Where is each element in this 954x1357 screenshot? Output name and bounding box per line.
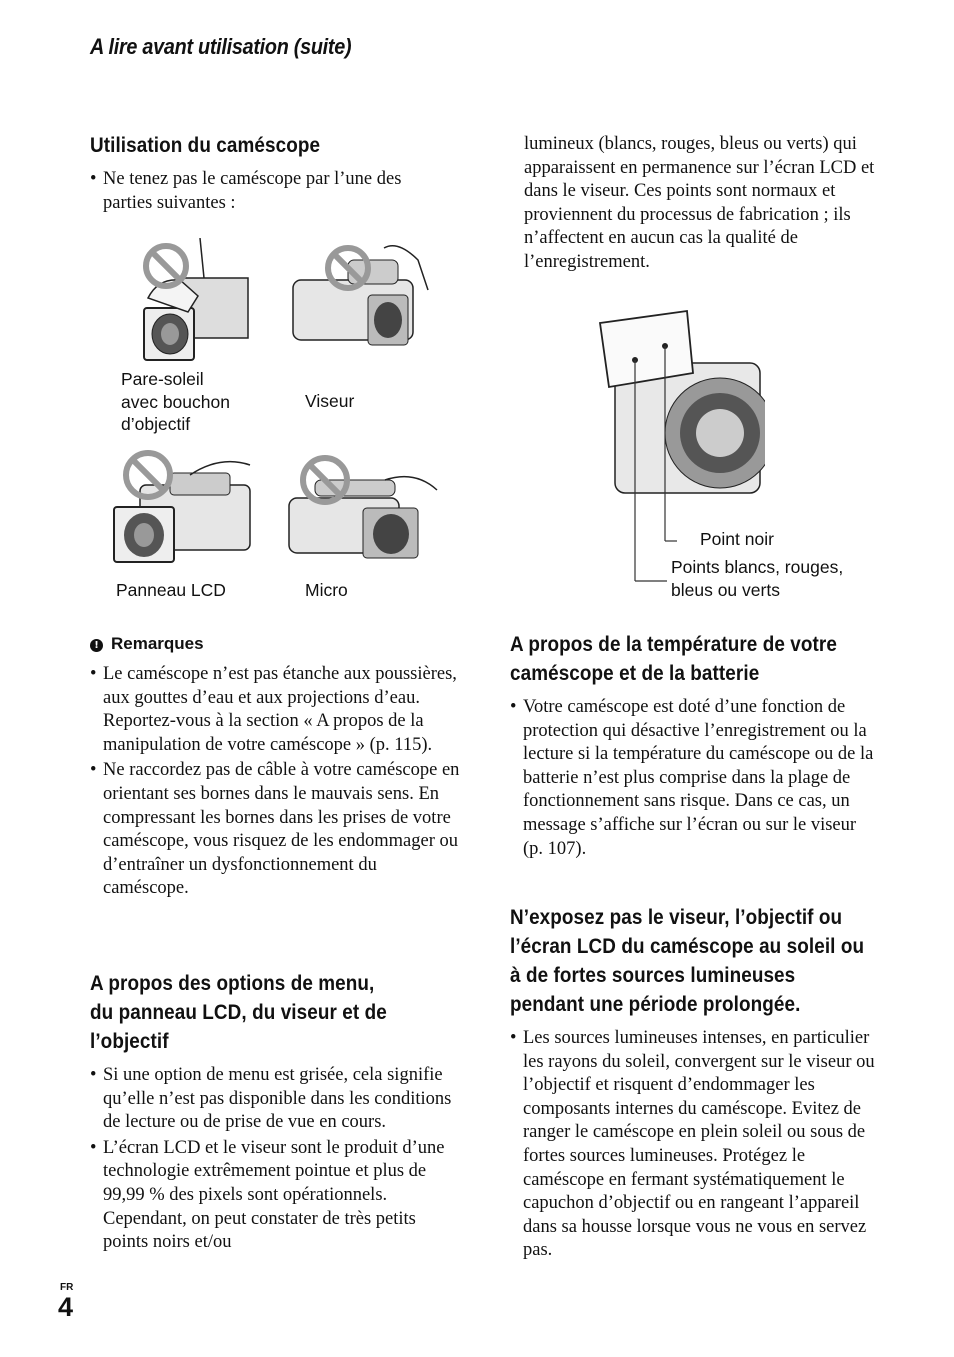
warning-icon: ! — [90, 639, 103, 652]
menu-continuation-text: lumineux (blancs, rouges, bleus ou verts) qui apparaissent en permanence sur l’écran LCD et dans le viseur. Ces points sont normaux et proviennent du processus de fabrication ; ils n’affectent en aucun cas la qualité de l’enregistrement. — [524, 134, 875, 272]
section-sun-heading: N’exposez pas le viseur, l’objectif ou l’écran LCD du caméscope au soleil ou à de fortes sources lumineuses pendant une période prolongée. — [510, 906, 865, 1016]
menu-list — [90, 1064, 460, 1255]
page-number: 4 — [58, 1292, 74, 1322]
menu-item: • Si une option de menu est grisée, cela signifie qu’elle n’est pas disponible dans les conditions de lecture ou de prise de vue en cours. — [90, 1064, 460, 1135]
note-item: • Ne raccordez pas de câble à votre caméscope en orientant ses bornes dans le mauvais sens. En compressant les bornes dans les prises de votre caméscope, vous risquez de les endommager ou d’entraîner un dysfonctionnement du caméscope. — [90, 759, 460, 901]
label-colored-points: Points blancs, rouges, bleus ou verts — [671, 557, 844, 600]
temperature-item: • Votre caméscope est doté d’une fonction de protection qui désactive l’enregistrement ou la lecture si la température du caméscope ou de la batterie n’est plus comprise dans la plage de fonctionnement sans risque. Dans ce cas, un message s’affiche sur l’écran ou sur le viseur (p. 107). — [510, 696, 880, 861]
camcorder-microphone-illustration — [285, 450, 440, 570]
notes-title — [90, 634, 204, 654]
caption-viewfinder: Viseur — [305, 391, 355, 411]
menu-item: • L’écran LCD et le viseur sont le produit d’une technologie extrêmement pointue et plus de 99,99 % des pixels sont opérationnels. Cependant, on peut constater de très petits points noirs et/ou — [90, 1137, 460, 1255]
sun-list — [510, 1027, 880, 1263]
caption-lens-hood: Pare-soleil avec bouchon d’objectif — [121, 369, 230, 434]
section-usage-heading: Utilisation du caméscope — [90, 134, 321, 157]
notes-list — [90, 663, 460, 901]
usage-bullet-list — [90, 168, 430, 215]
page-header-title: A lire avant utilisation (suite) — [90, 34, 352, 59]
section-temperature-heading: A propos de la température de votre caméscope et de la batterie — [510, 633, 837, 685]
sun-item: • Les sources lumineuses intenses, en particulier les rayons du soleil, convergent sur le viseur ou l’objectif et risquent d’endommager les composants internes du caméscope. Evitez de ranger le caméscope en plein soleil ou sous de fortes sources lumineuses. Protégez le caméscope en fermant systématiquement le capuchon d’objectif ou en rangeant l’appareil dans sa housse lorsque vous ne vous en servez pas. — [510, 1027, 880, 1263]
camcorder-viewfinder-illustration — [288, 240, 438, 360]
camcorder-lcd-panel-illustration — [110, 445, 260, 570]
label-black-point: Point noir — [700, 529, 774, 549]
footer-language: FR — [60, 1282, 74, 1293]
caption-lcd-panel: Panneau LCD — [116, 580, 226, 600]
caption-microphone: Micro — [305, 580, 348, 600]
section-menu-heading: A propos des options de menu, du panneau LCD, du viseur et de l’objectif — [90, 972, 387, 1053]
temperature-list — [510, 696, 880, 861]
camcorder-lens-hood-illustration — [118, 238, 258, 368]
notes-title-text: Remarques — [111, 634, 204, 653]
usage-bullet: • Ne tenez pas le caméscope par l’une des parties suivantes : — [90, 168, 430, 215]
note-item: • Le caméscope n’est pas étanche aux poussières, aux gouttes d’eau et aux projections d’eau. Reportez-vous à la section « A propos de la manipulation de votre caméscope » (p. 115). — [90, 663, 460, 757]
